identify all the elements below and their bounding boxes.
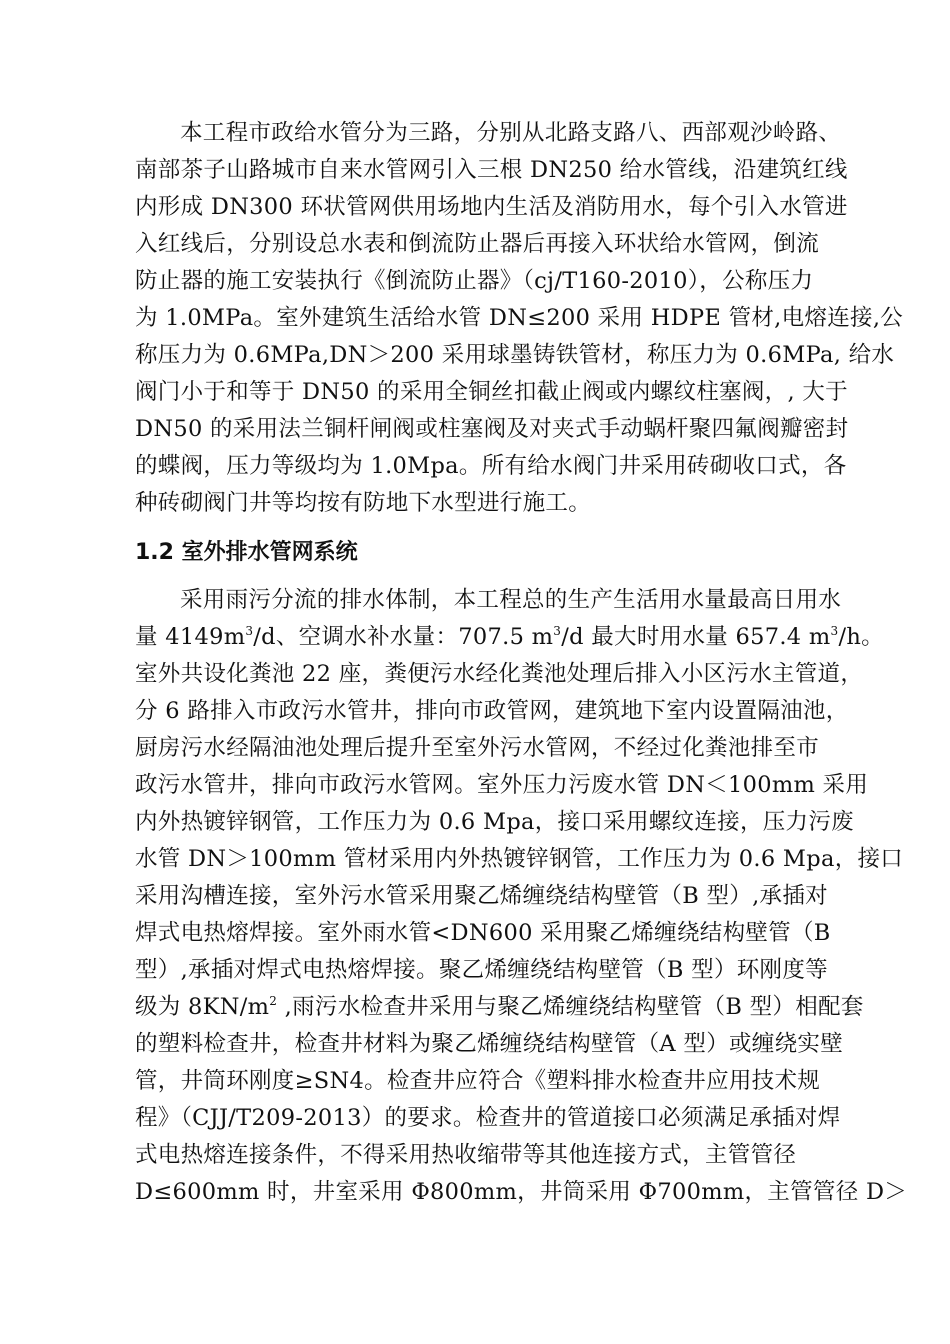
paragraph-1-line: 防止器的施工安装执行《倒流防止器》（cj/T160-2010），公称压力 (135, 268, 814, 294)
superscript: 2 (269, 994, 278, 1008)
superscript: 3 (553, 624, 562, 638)
paragraph-2-line: 的塑料检查井，检查井材料为聚乙烯缠绕结构壁管（A 型）或缠绕实壁 (135, 1031, 844, 1057)
paragraph-2-line: 水管 DN＞100mm 管材采用内外热镀锌钢管，工作压力为 0.6 Mpa，接口 (135, 846, 904, 872)
paragraph-2-line: 内外热镀锌钢管，工作压力为 0.6 Mpa，接口采用螺纹连接，压力污废 (135, 809, 854, 835)
paragraph-2-line-with-units (135, 989, 864, 1025)
paragraph-2-line: 焊式电热熔焊接。室外雨水管<DN600 采用聚乙烯缠绕结构壁管（B (135, 920, 831, 946)
text-segment: 级为 8KN/m (135, 994, 270, 1020)
paragraph-2-line: 政污水管井，排向市政污水管网。室外压力污废水管 DN＜100mm 采用 (135, 772, 869, 798)
paragraph-2-line: 厨房污水经隔油池处理后提升至室外污水管网，不经过化粪池排至市 (135, 735, 820, 761)
paragraph-1-line: 的蝶阀，压力等级均为 1.0Mpa。所有给水阀门井采用砖砌收口式，各 (135, 453, 847, 479)
paragraph-1-line: DN50 的采用法兰铜杆闸阀或柱塞阀及对夹式手动蜗杆聚四氟阀瓣密封 (135, 416, 849, 442)
paragraph-1-line: 种砖砌阀门井等均按有防地下水型进行施工。 (135, 490, 592, 516)
paragraph-1-line: 为 1.0MPa。室外建筑生活给水管 DN≤200 采用 HDPE 管材,电熔连接,公 (135, 305, 904, 331)
paragraph-1-line: 内形成 DN300 环状管网供用场地内生活及消防用水，每个引入水管进 (135, 194, 848, 220)
paragraph-1-line: 阀门小于和等于 DN50 的采用全铜丝扣截止阀或内螺纹柱塞阀，, 大于 (135, 379, 848, 405)
paragraph-1-line: 本工程市政给水管分为三路，分别从北路支路八、西部观沙岭路、 (180, 120, 842, 146)
section-heading: 1.2 室外排水管网系统 (135, 540, 358, 565)
text-segment: /h。 (838, 624, 884, 650)
paragraph-2-line: 室外共设化粪池 22 座，粪便污水经化粪池处理后排入小区污水主管道， (135, 661, 864, 687)
paragraph-1-line: 南部茶子山路城市自来水管网引入三根 DN250 给水管线，沿建筑红线 (135, 157, 848, 183)
paragraph-2-line: 型）,承插对焊式电热熔焊接。聚乙烯缠绕结构壁管（B 型）环刚度等 (135, 957, 828, 983)
paragraph-2-line: 式电热熔连接条件，不得采用热收缩带等其他连接方式，主管管径 (135, 1142, 797, 1168)
superscript: 3 (830, 624, 839, 638)
text-segment: /d 最大时用水量 657.4 m (561, 624, 831, 650)
text-segment: ,雨污水检查井采用与聚乙烯缠绕结构壁管（B 型）相配套 (277, 994, 864, 1020)
paragraph-1-line: 入红线后，分别设总水表和倒流防止器后再接入环状给水管网，倒流 (135, 231, 820, 257)
paragraph-2-line: 采用雨污分流的排水体制，本工程总的生产生活用水量最高日用水 (180, 587, 842, 613)
paragraph-2-line: 采用沟槽连接，室外污水管采用聚乙烯缠绕结构壁管（B 型）,承插对 (135, 883, 828, 909)
paragraph-2-line: D≤600mm 时，井室采用 Φ800mm，井筒采用 Φ700mm，主管管径 D＞ (135, 1179, 908, 1205)
text-segment: 量 4149m (135, 624, 246, 650)
superscript: 3 (245, 624, 254, 638)
text-segment: /d、空调水补水量：707.5 m (253, 624, 554, 650)
paragraph-2-line: 管，井筒环刚度≥SN4。检查井应符合《塑料排水检查井应用技术规 (135, 1068, 821, 1094)
paragraph-2-line-with-units (135, 619, 884, 655)
paragraph-2-line: 程》（CJJ/T209-2013）的要求。检查井的管道接口必须满足承插对焊 (135, 1105, 841, 1131)
paragraph-1-line: 称压力为 0.6MPa,DN＞200 采用球墨铸铁管材，称压力为 0.6MPa, 给水 (135, 342, 895, 368)
paragraph-2-line: 分 6 路排入市政污水管井，排向市政管网，建筑地下室内设置隔油池， (135, 698, 849, 724)
